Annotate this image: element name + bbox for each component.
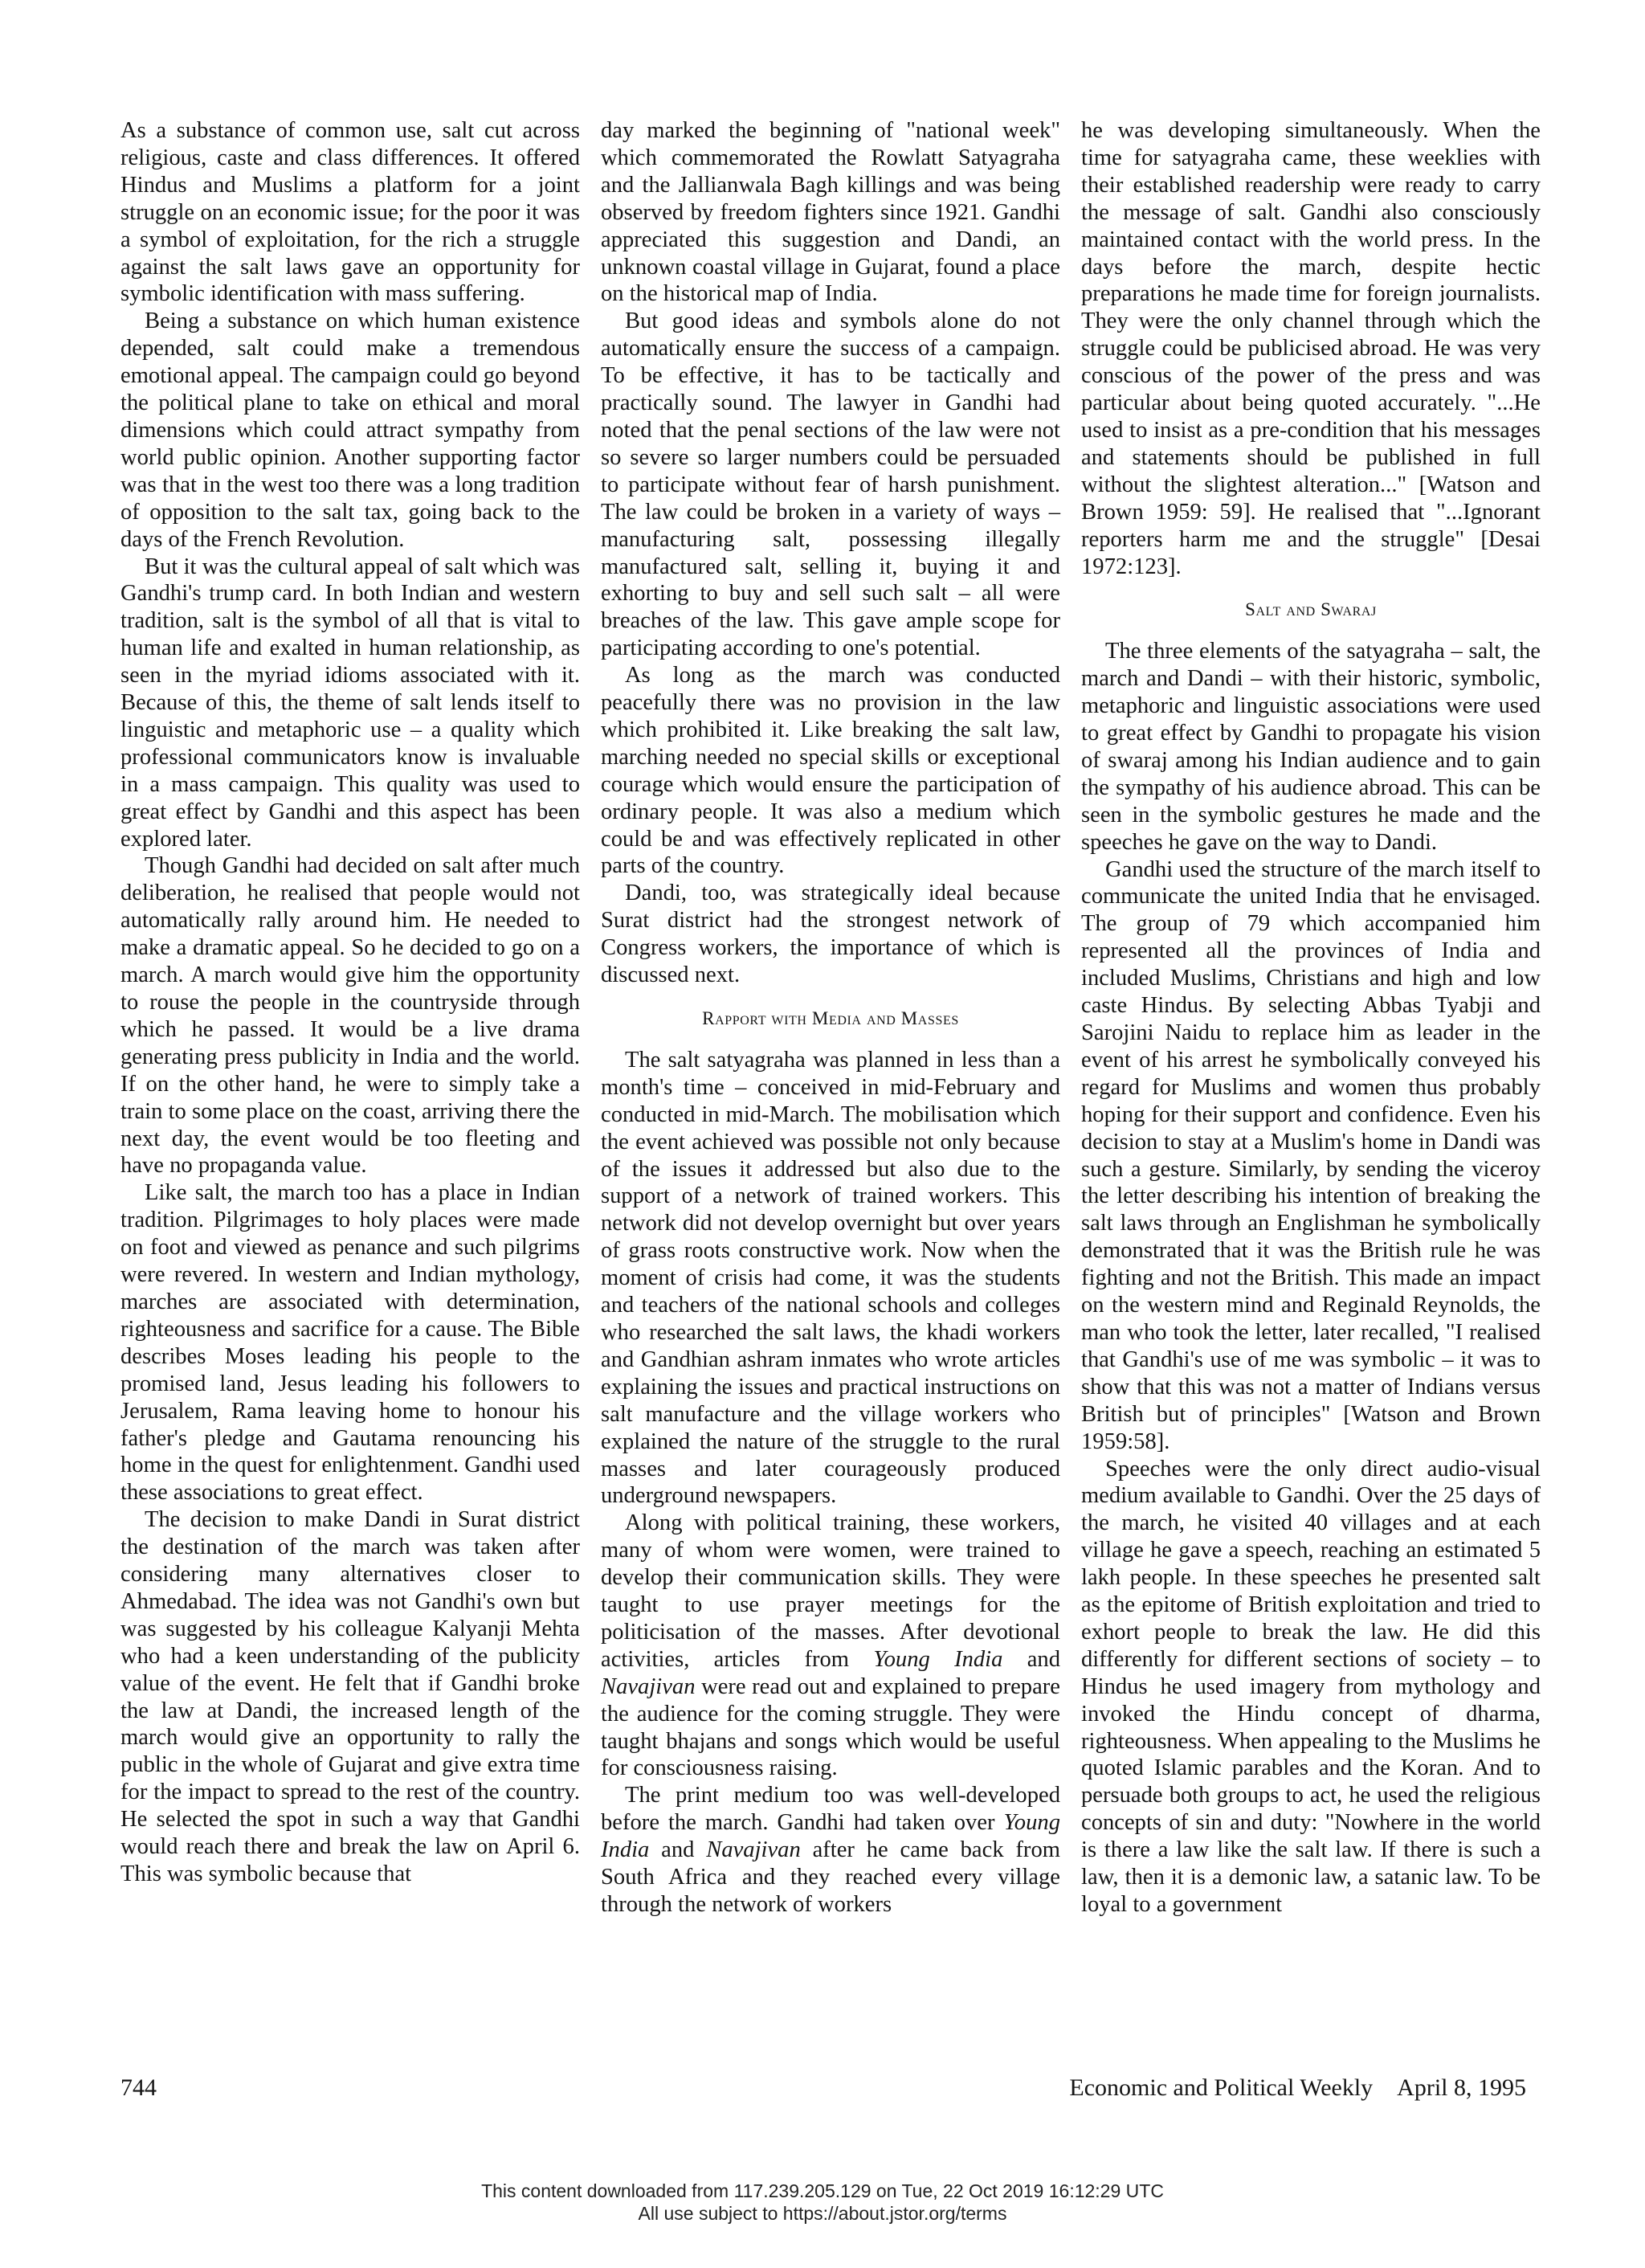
paragraph: day marked the beginning of "national week" which commemorated the Rowlatt Satyagraha and the Jallianwala Bagh killings and was being observed by freedom fighters since 1921. Gandhi appreciated this suggestion and Dandi, an unknown coastal village in Gujarat, found a place on the historical map of India.	[601, 118, 1060, 307]
paragraph: Like salt, the march too has a place in Indian tradition. Pilgrimages to holy places were made on foot and viewed as penance and such pilgrims were revered. In western and Indian mythology, marches are associated with determination, righteousness and sacrifice for a cause. The Bible describes Moses leading his people to the promised land, Jesus leading his followers to Jerusalem, Rama leaving home to honour his father's pledge and Gautama renouncing his home in the quest for enlightenment. Gandhi used these associations to great effect.	[120, 1180, 580, 1506]
journal-footer	[1069, 2074, 1526, 2102]
paragraph: The print medium too was well-developed before the march. Gandhi had taken over Young India and Navajivan after he came back from South Africa and they reached every village through the network of workers	[601, 1783, 1060, 1917]
paragraph: Though Gandhi had decided on salt after much deliberation, he realised that people would not automatically rally around him. He needed to make a dramatic appeal. So he decided to go on a march. A march would give him the opportunity to rouse the people in the countryside through which he passed. It would be a live drama generating press publicity in India and the world. If on the other hand, he were to simply take a train to some place on the coast, arriving there the next day, the event would be too fleeting and have no propaganda value.	[120, 853, 580, 1179]
paragraph: Gandhi used the structure of the march itself to communicate the united India that he envisaged. The group of 79 which accompanied him represented all the provinces of India and included Muslims, Christians and high and low caste Hindus. By selecting Abbas Tyabji and Sarojini Naidu to replace him as leader in the event of his arrest he symbolically conveyed his regard for Muslims and women thus probably hoping for their support and confidence. Even his decision to stay at a Muslim's home in Dandi was such a gesture. Similarly, by sending the viceroy the letter describing his intention of breaking the salt laws through an Englishman he symbolically demonstrated that it was the British rule he was fighting and not the British. This made an impact on the western mind and Reginald Reynolds, the man who took the letter, later recalled, "I realised that Gandhi's use of me was symbolic – it was to show that this was not a matter of Indians versus British but of principles" [Watson and Brown 1959:58].	[1081, 856, 1541, 1454]
paragraph: he was developing simultaneously. When the time for satyagraha came, these weeklies with their established readership were ready to carry the message of salt. Gandhi also consciously maintained contact with the world press. In the days before the march, despite hectic preparations he made time for foreign journalists. They were the only channel through which the struggle could be publicised abroad. He was very conscious of the power of the press and was particular about being quoted accurately. "...He used to insist as a pre-condition that his messages and statements should be published in full without the slightest alteration..." [Watson and Brown 1959: 59]. He realised that "...Ignorant reporters harm me and the struggle" [Desai 1972:123].	[1081, 118, 1541, 579]
download-notice: This content downloaded from 117.239.205.129 on Tue, 22 Oct 2019 16:12:29 UTC	[481, 2180, 1164, 2201]
journal-name: Economic and Political Weekly	[1069, 2074, 1374, 2101]
terms-notice: All use subject to https://about.jstor.org/terms	[638, 2203, 1007, 2224]
paragraph: Along with political training, these workers, many of whom were women, were trained to develop their communication skills. They were taught to use prayer meetings for the politicisation of the masses. After devotional activities, articles from Young India and Navajivan were read out and explained to prepare the audience for the coming struggle. They were taught bhajans and songs which would be useful for consciousness raising.	[601, 1510, 1060, 1781]
paragraph: The three elements of the satyagraha – salt, the march and Dandi – with their historic, symbolic, metaphoric and linguistic associations were used to great effect by Gandhi to propagate his vision of swaraj among his Indian audience and to gain the sympathy of his audience abroad. This can be seen in the symbolic gestures he made and the speeches he gave on the way to Dandi.	[1081, 639, 1541, 855]
paragraph: The salt satyagraha was planned in less than a month's time – conceived in mid-February and conducted in mid-March. The mobilisation which the event achieved was possible not only because of the issues it addressed but also due to the support of a network of trained workers. This network did not develop overnight but over years of grass roots constructive work. Now when the moment of crisis had come, it was the students and teachers of the national schools and colleges who researched the salt laws, the khadi workers and Gandhian ashram inmates who wrote articles explaining the issues and practical instructions on salt manufacture and the village workers who explained the nature of the struggle to the rural masses and later courageously produced underground newspapers.	[601, 1047, 1060, 1509]
paragraph: Dandi, too, was strategically ideal because Surat district had the strongest network of Congress workers, the importance of which is discussed next.	[601, 881, 1060, 988]
paragraph: But it was the cultural appeal of salt which was Gandhi's trump card. In both Indian and western tradition, salt is the symbol of all that is vital to human life and exalted in human relationship, as seen in the myriad idioms associated with it. Because of this, the theme of salt lends itself to linguistic and metaphoric use – a quality which professional communicators know is invaluable in a mass campaign. This quality was used to great effect by Gandhi and this aspect has been explored later.	[120, 554, 580, 852]
issue-date: April 8, 1995	[1397, 2074, 1526, 2101]
page-number: 744	[120, 2074, 157, 2101]
paragraph: But good ideas and symbols alone do not automatically ensure the success of a campaign. To be effective, it has to be tactically and practically sound. The lawyer in Gandhi had noted that the penal sections of the law were not so severe so larger numbers could be persuaded to participate without fear of harsh punishment. The law could be broken in a variety of ways – manufacturing salt, possessing illegally manufactured salt, selling it, buying it and exhorting to buy and sell such salt – all were breaches of the law. This gave ample scope for participating according to one's potential.	[601, 309, 1060, 661]
section-heading: Salt and Swaraj	[1245, 599, 1377, 620]
paragraph: The decision to make Dandi in Surat district the destination of the march was taken after considering many alternatives closer to Ahmedabad. The idea was not Gandhi's own but was suggested by his colleague Kalyanji Mehta who had a keen understanding of the publicity value of the event. He felt that if Gandhi broke the law at Dandi, the increased length of the march would give an opportunity to rally the public in the whole of Gujarat and give extra time for the impact to spread to the rest of the country. He selected the spot in such a way that Gandhi would reach there and break the law on April 6. This was symbolic because that	[120, 1507, 580, 1886]
column-2	[601, 117, 1060, 1919]
column-3	[1081, 117, 1541, 1919]
paragraph: As long as the march was conducted peacefully there was no provision in the law which prohibited it. Like breaking the salt law, marching needed no special skills or exceptional courage which would ensure the participation of ordinary people. It was also a medium which could be and was effectively replicated in other parts of the country.	[601, 663, 1060, 879]
paragraph: Speeches were the only direct audio-visual medium available to Gandhi. Over the 25 days of the march, he visited 40 villages and at each village he gave a speech, reaching an estimated 5 lakh people. In these speeches he presented salt as the epitome of British exploitation and tried to exhort people to break the law. He did this differently for different sections of society – to Hindus he used imagery from mythology and invoked the Hindu concept of dharma, righteousness. When appealing to the Muslims he quoted Islamic parables and the Koran. And to persuade both groups to act, he used the religious concepts of sin and duty: "Nowhere in the world is there a law like the salt law. If there is such a law, then it is a demonic law, a satanic law. To be loyal to a government	[1081, 1456, 1541, 1917]
section-heading: Rapport with Media and Masses	[702, 1008, 959, 1028]
paragraph: Being a substance on which human existence depended, salt could make a tremendous emotional appeal. The campaign could go beyond the political plane to take on ethical and moral dimensions which could attract sympathy from world public opinion. Another supporting factor was that in the west too there was a long tradition of opposition to the salt tax, going back to the days of the French Revolution.	[120, 309, 580, 552]
paragraph: As a substance of common use, salt cut across religious, caste and class differences. It offered Hindus and Muslims a platform for a joint struggle on an economic issue; for the poor it was a symbol of exploitation, for the rich a struggle against the salt laws gave an opportunity for symbolic identification with mass suffering.	[120, 118, 580, 307]
column-1	[120, 117, 580, 1888]
